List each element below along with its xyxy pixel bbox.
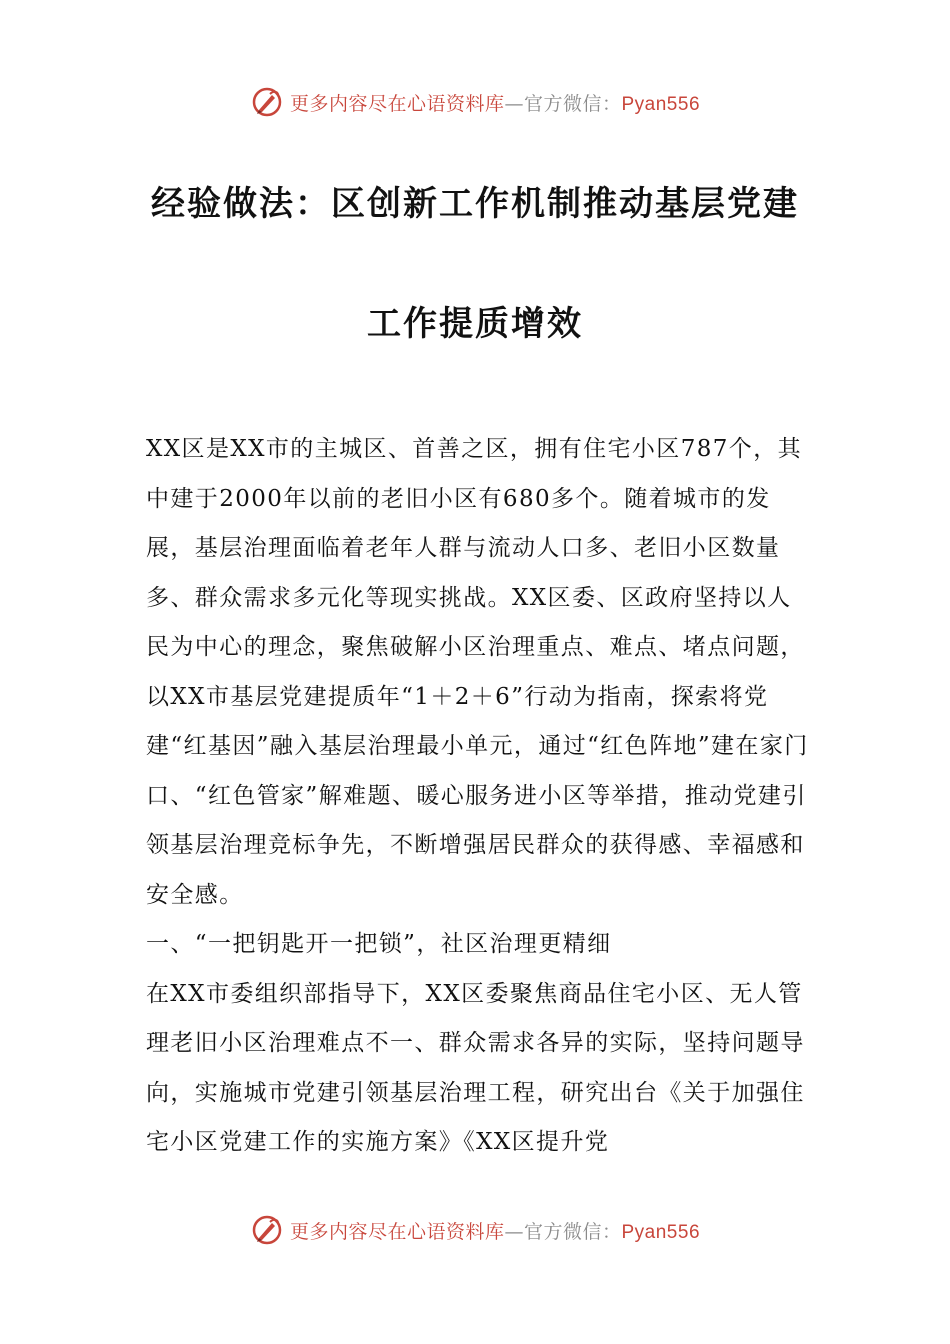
pen-logo-icon <box>250 85 284 119</box>
watermark-banner-top <box>0 82 950 122</box>
document-title-line-2: 工作提质增效 <box>367 304 583 344</box>
document-title-line-1: 经验做法：区创新工作机制推动基层党建 <box>151 184 799 224</box>
document-body <box>146 425 811 1168</box>
paragraph-section-1: 在XX市委组织部指导下，XX区委聚焦商品住宅小区、无人管理老旧小区治理难点不一、群众需求各异的实际，坚持问题导向，实施城市党建引领基层治理工程，研究出台《关于加强住宅小区党建工作的实施方案》《XX区提升党 <box>146 980 805 1155</box>
watermark-text: 更多内容尽在心语资料库—官方微信：Pyan556 <box>289 1220 701 1243</box>
pen-logo-icon <box>250 1213 284 1247</box>
watermark-text: 更多内容尽在心语资料库—官方微信：Pyan556 <box>289 92 701 115</box>
watermark-banner-bottom <box>0 1210 950 1250</box>
section-heading-1: 一、“一把钥匙开一把锁”，社区治理更精细 <box>146 931 612 957</box>
paragraph-intro: XX区是XX市的主城区、首善之区，拥有住宅小区787个，其中建于2000年以前的老旧小区有680多个。随着城市的发展，基层治理面临着老年人群与流动人口多、老旧小区数量多、群众需求多元化等现实挑战。XX区委、区政府坚持以人民为中心的理念，聚焦破解小区治理重点、难点、堵点问题，以XX市基层党建提质年“1＋2＋6”行动为指南，探索将党建“红基因”融入基层治理最小单元，通过“红色阵地”建在家门口、“红色管家”解难题、暖心服务进小区等举措，推动党建引领基层治理竞标争先，不断增强居民群众的获得感、幸福感和安全感。 <box>146 436 809 908</box>
